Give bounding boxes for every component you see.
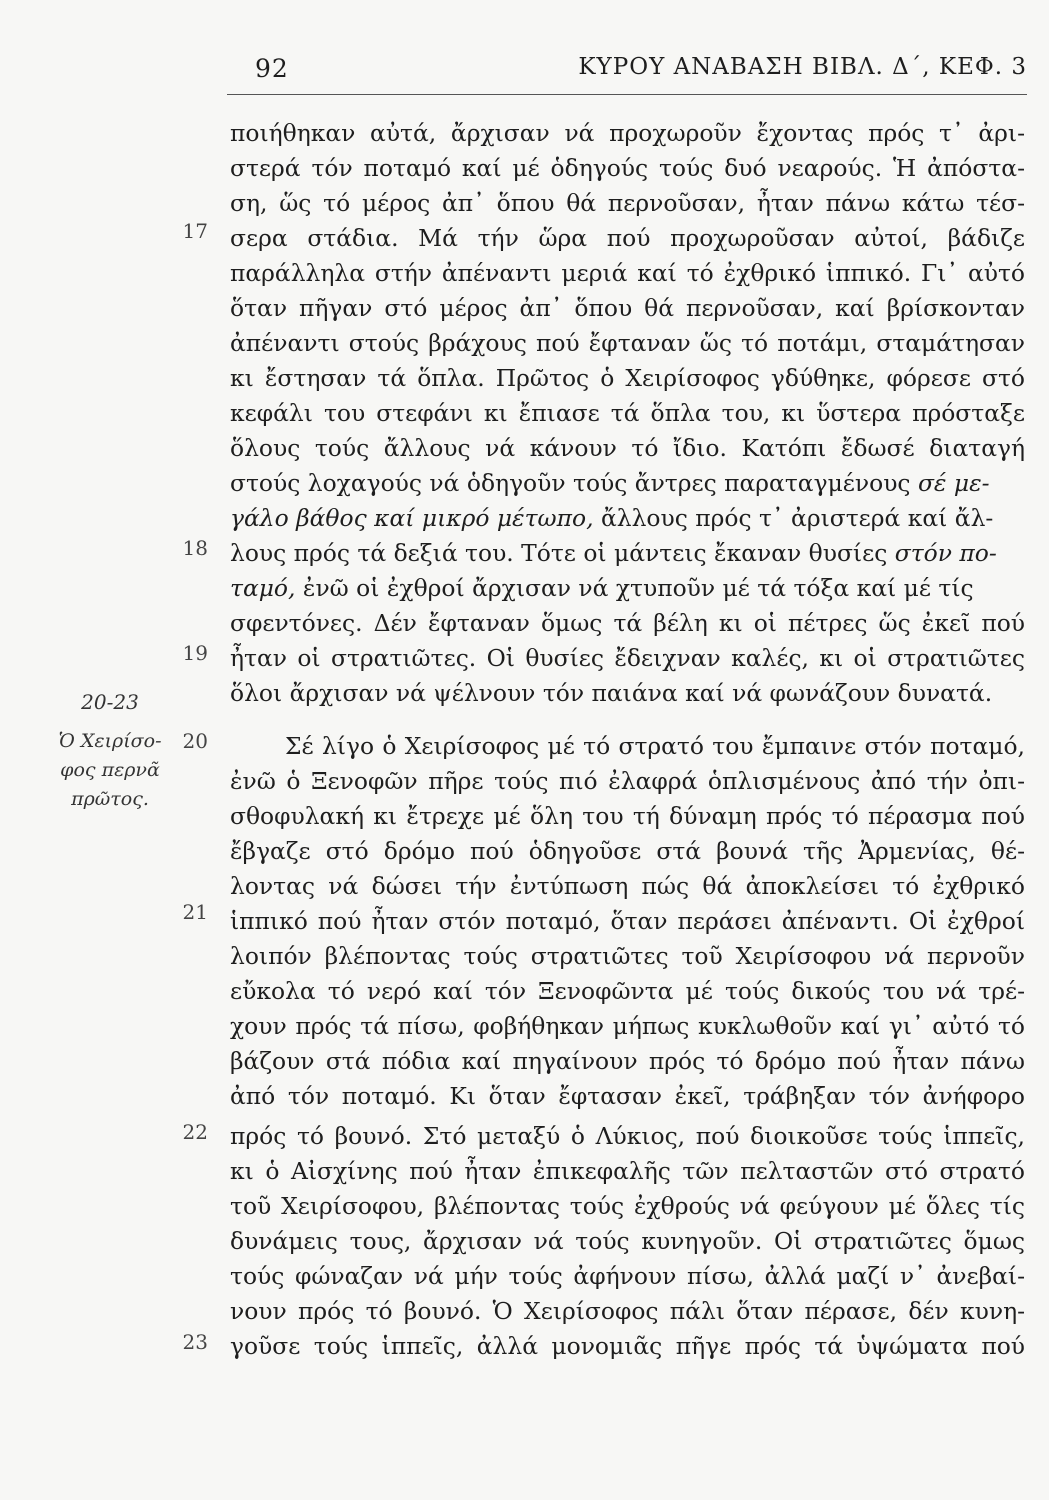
text-line: γοῦσε τούς ἱππεῖς, ἀλλά μονομιᾶς πῆγε πρός τά ὑψώματα πού bbox=[230, 1332, 1025, 1360]
text-line: κεφάλι του στεφάνι κι ἔπιασε τά ὅπλα του, κι ὕστερα πρόσταξε bbox=[230, 399, 1025, 427]
text-line: ποιήθηκαν αὐτά, ἄρχισαν νά προχωροῦν ἔχοντας πρός τ᾿ ἀρι- bbox=[230, 119, 1025, 147]
text-line: λοιπόν βλέποντας τούς στρατιῶτες τοῦ Χειρίσοφου νά περνοῦν bbox=[230, 942, 1025, 970]
italic-run: ταμό, bbox=[230, 574, 296, 602]
text-line: ἀπέναντι στούς βράχους πού ἔφταναν ὥς τό ποτάμι, σταμάτησαν bbox=[230, 329, 1025, 357]
margin-note-range: 20-23 bbox=[81, 690, 139, 714]
text-line: ἀπό τόν ποταμό. Κι ὅταν ἔφτασαν ἐκεῖ, τράβηξαν τόν ἀνήφορο bbox=[230, 1082, 1025, 1110]
section-number-21: 21 bbox=[182, 900, 208, 924]
text-line: Σέ λίγο ὁ Χειρίσοφος μέ τό στρατό του ἔμπαινε στόν ποταμό, bbox=[285, 732, 1025, 760]
page-header bbox=[255, 54, 1027, 94]
text-line: τοῦ Χειρίσοφου, βλέποντας τούς ἐχθρούς νά φεύγουν μέ ὅλες τίς bbox=[230, 1192, 1025, 1220]
italic-run: γάλο βάθος καί μικρό μέτωπο, bbox=[230, 504, 594, 532]
text-line: κι ἔστησαν τά ὅπλα. Πρῶτος ὁ Χειρίσοφος γδύθηκε, φόρεσε στό bbox=[230, 364, 1025, 392]
section-number-19: 19 bbox=[182, 641, 208, 665]
text-line: ἐνῶ ὁ Ξενοφῶν πῆρε τούς πιό ἐλαφρά ὁπλισμένους ἀπό τήν ὀπι- bbox=[230, 767, 1025, 795]
margin-note-line: πρῶτος. bbox=[71, 788, 149, 810]
text-line: χουν πρός τά πίσω, φοβήθηκαν μήπως κυκλωθοῦν καί γι᾿ αὐτό τό bbox=[230, 1012, 1025, 1040]
running-title: ΚΥΡΟΥ ΑΝΑΒΑΣΗ ΒΙΒΛ. Δ΄, ΚΕΦ. 3 bbox=[578, 54, 1027, 80]
text-line: πρός τό βουνό. Στό μεταξύ ὁ Λύκιος, πού διοικοῦσε τούς ἱππεῖς, bbox=[230, 1122, 1025, 1150]
text-run: ἄλλους πρός τ᾿ ἀριστερά καί ἄλ- bbox=[600, 504, 994, 532]
text-line: στερά τόν ποταμό καί μέ ὁδηγούς τούς δυό νεαρούς. Ἡ ἀπόστα- bbox=[230, 154, 1025, 182]
text-line: ὅλοι ἄρχισαν νά ψέλνουν τόν παιάνα καί νά φωνάζουν δυνατά. bbox=[230, 679, 993, 707]
text-line bbox=[230, 466, 1025, 501]
section-number-17: 17 bbox=[182, 219, 208, 243]
section-number-23: 23 bbox=[182, 1330, 208, 1354]
text-line: ὅταν πῆγαν στό μέρος ἀπ᾿ ὅπου θά περνοῦσαν, καί βρίσκονταν bbox=[230, 294, 1025, 322]
text-line: ἱππικό πού ἦταν στόν ποταμό, ὅταν περάσει ἀπέναντι. Οἱ ἐχθροί bbox=[230, 907, 1025, 935]
section-number-22: 22 bbox=[182, 1120, 208, 1144]
text-run: λους πρός τά δεξιά του. Τότε οἱ μάντεις ἔκαναν θυσίες bbox=[230, 539, 888, 567]
text-line: κι ὁ Αἰσχίνης πού ἦταν ἐπικεφαλῆς τῶν πελταστῶν στό στρατό bbox=[230, 1157, 1025, 1185]
text-line: ση, ὥς τό μέρος ἀπ᾿ ὅπου θά περνοῦσαν, ἦταν πάνω κάτω τέσ- bbox=[230, 189, 1025, 217]
margin-note-line: φος περνᾶ bbox=[60, 759, 160, 781]
margin-note-line: Ὁ Χειρίσο- bbox=[58, 730, 162, 752]
text-line: τούς φώναζαν νά μήν τούς ἀφήνουν πίσω, ἀλλά μαζί ν᾿ ἀνεβαί- bbox=[230, 1262, 1025, 1290]
text-line: βάζουν στά πόδια καί πηγαίνουν πρός τό δρόμο πού ἦταν πάνω bbox=[230, 1047, 1025, 1075]
text-line: ἦταν οἱ στρατιῶτες. Οἱ θυσίες ἔδειχναν καλές, κι οἱ στρατιῶτες bbox=[230, 644, 1025, 672]
text-line: εὔκολα τό νερό καί τόν Ξενοφῶντα μέ τούς δικούς του νά τρέ- bbox=[230, 977, 1025, 1005]
text-line bbox=[230, 571, 1025, 606]
text-line: σθοφυλακή κι ἔτρεχε μέ ὅλη του τή δύναμη πρός τό πέρασμα πού bbox=[230, 802, 1025, 830]
text-line: λοντας νά δώσει τήν ἐντύπωση πώς θά ἀποκλείσει τό ἐχθρικό bbox=[230, 872, 1025, 900]
italic-run: στόν πο- bbox=[894, 539, 997, 567]
text-line: σερα στάδια. Μά τήν ὥρα πού προχωροῦσαν αὐτοί, βάδιζε bbox=[230, 224, 1025, 252]
italic-run: σέ με- bbox=[917, 469, 990, 497]
text-line: σφεντόνες. Δέν ἔφταναν ὅμως τά βέλη κι οἱ πέτρες ὥς ἐκεῖ πού bbox=[230, 609, 1025, 637]
text-line: ἔβγαζε στό δρόμο πού ὁδηγοῦσε στά βουνά τῆς Ἀρμενίας, θέ- bbox=[230, 837, 1025, 865]
section-number-18: 18 bbox=[182, 536, 208, 560]
text-line: νουν πρός τό βουνό. Ὁ Χειρίσοφος πάλι ὅταν πέρασε, δέν κυνη- bbox=[230, 1297, 1025, 1325]
text-line bbox=[230, 501, 1025, 536]
section-number-20: 20 bbox=[182, 729, 208, 753]
text-line: παράλληλα στήν ἀπέναντι μεριά καί τό ἐχθρικό ἱππικό. Γι᾿ αὐτό bbox=[230, 259, 1025, 287]
text-line: δυνάμεις τους, ἄρχισαν νά τούς κυνηγοῦν. Οἱ στρατιῶτες ὅμως bbox=[230, 1227, 1025, 1255]
text-line: ὅλους τούς ἄλλους νά κάνουν τό ἴδιο. Κατόπι ἔδωσέ διαταγή bbox=[230, 434, 1025, 462]
text-run: ἐνῶ οἱ ἐχθροί ἄρχισαν νά χτυποῦν μέ τά τόξα καί μέ τίς bbox=[302, 574, 974, 602]
text-run: στούς λοχαγούς νά ὁδηγοῦν τούς ἄντρες παραταγμένους bbox=[230, 469, 911, 497]
text-line bbox=[230, 536, 1025, 571]
header-rule bbox=[227, 94, 1027, 95]
page-number: 92 bbox=[255, 54, 289, 83]
